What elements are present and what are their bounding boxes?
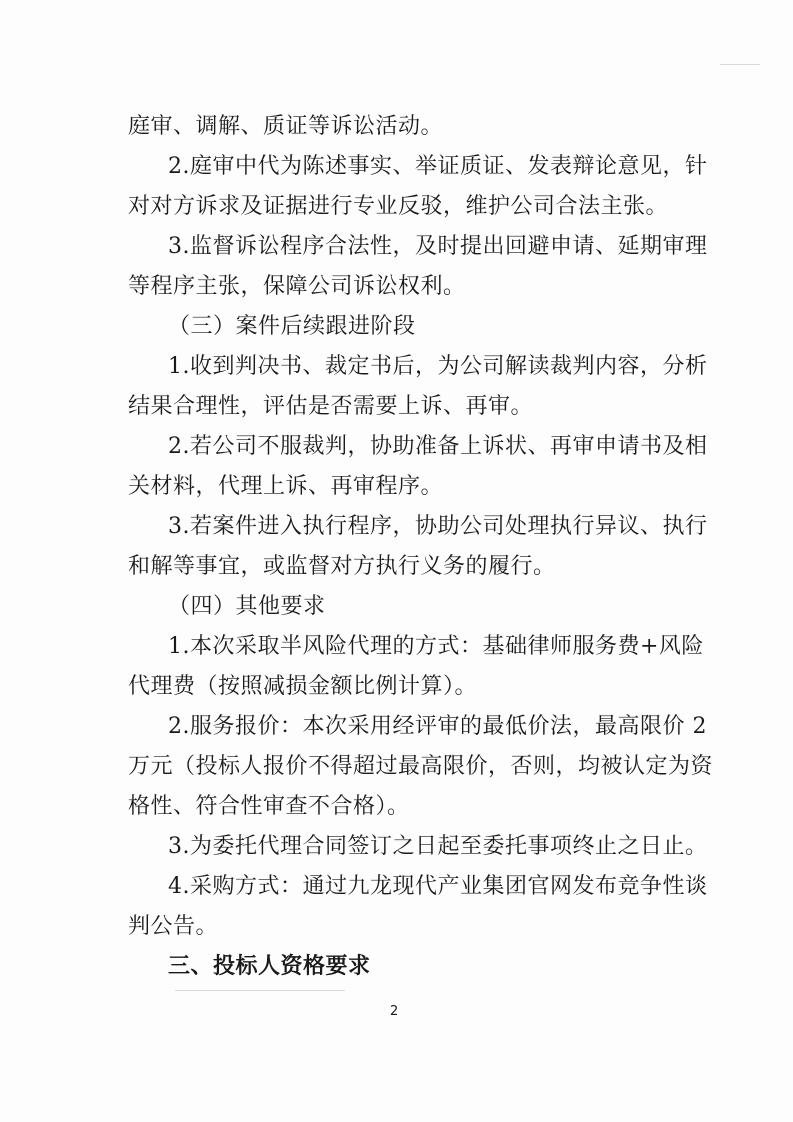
text-line: 对对方诉求及证据进行专业反驳，维护公司合法主张。	[128, 194, 669, 219]
section-heading: （三）案件后续跟进阶段	[168, 314, 416, 339]
section-heading: （四）其他要求	[168, 594, 326, 619]
text-line: 格性、符合性审查不合格）。	[128, 794, 410, 819]
text-line: 庭审、调解、质证等诉讼活动。	[128, 114, 444, 139]
text-line: 代理费（按照减损金额比例计算）。	[128, 674, 478, 699]
text-line: 和解等事宜，或监督对方执行义务的履行。	[128, 554, 556, 579]
text-line: 等程序主张，保障公司诉讼权利。	[128, 274, 466, 299]
text-line: 判公告。	[128, 914, 219, 939]
scan-noise	[720, 64, 760, 65]
text-line: 2.若公司不服裁判，协助准备上诉状、再审申请书及相	[168, 434, 708, 459]
text-line: 2.服务报价：本次采用经评审的最低价法，最高限价 2	[168, 714, 707, 739]
text-line: 2.庭审中代为陈述事实、举证质证、发表辩论意见，针	[168, 154, 708, 179]
page-number: 2	[390, 1004, 399, 1019]
text-line: 结果合理性，评估是否需要上诉、再审。	[128, 394, 534, 419]
text-line: 关材料，代理上诉、再审程序。	[128, 474, 444, 499]
text-line: 3.监督诉讼程序合法性，及时提出回避申请、延期审理	[168, 234, 708, 259]
text-line: 4.采购方式：通过九龙现代产业集团官网发布竞争性谈	[168, 874, 708, 899]
text-line: 1.本次采取半风险代理的方式：基础律师服务费+风险	[168, 634, 704, 659]
chapter-heading: 三、投标人资格要求	[168, 954, 371, 979]
scan-noise	[175, 990, 345, 991]
text-line: 1.收到判决书、裁定书后，为公司解读裁判内容，分析	[168, 354, 708, 379]
text-line: 3.为委托代理合同签订之日起至委托事项终止之日止。	[168, 834, 708, 859]
text-line: 3.若案件进入执行程序，协助公司处理执行异议、执行	[168, 514, 708, 539]
text-line: 万元（投标人报价不得超过最高限价，否则，均被认定为资	[128, 754, 714, 779]
